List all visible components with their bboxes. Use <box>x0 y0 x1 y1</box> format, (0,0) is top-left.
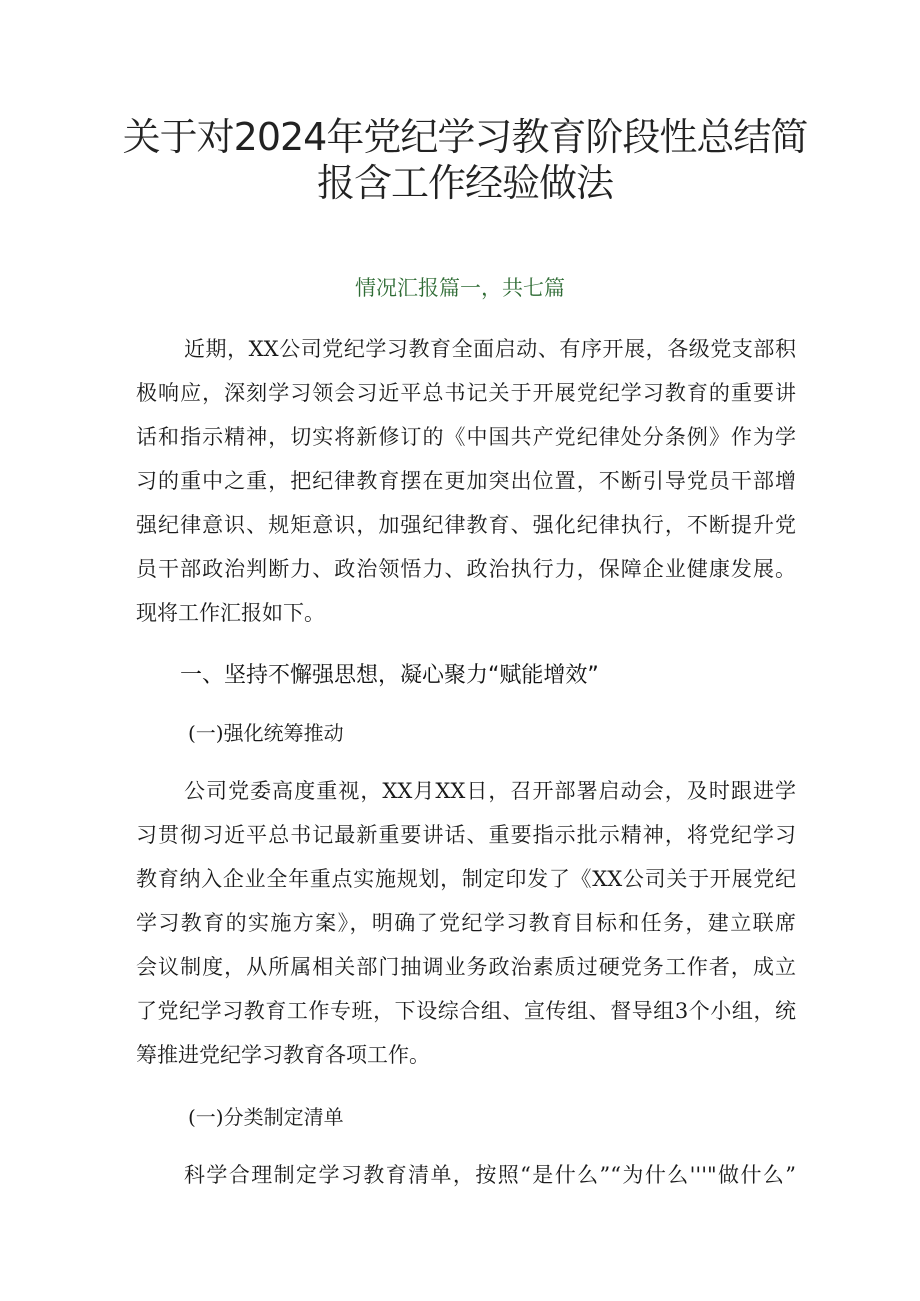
paragraph-line: 习的重中之重，把纪律教育摆在更加突出位置，不断引导党员干部增 <box>136 469 796 493</box>
document-subtitle: 情况汇报篇一，共七篇 <box>355 276 565 300</box>
paragraph-line: 强纪律意识、规矩意识，加强纪律教育、强化纪律执行，不断提升党 <box>136 513 796 537</box>
subsection-heading: (一)强化统筹推动 <box>188 721 344 745</box>
paragraph-line: 公司党委高度重视，XX月XX日，召开部署启动会，及时跟进学 <box>184 779 796 803</box>
paragraph-line: 话和指示精神，切实将新修订的《中国共产党纪律处分条例》作为学 <box>136 425 796 449</box>
paragraph-line: 现将工作汇报如下。 <box>136 601 325 625</box>
paragraph-line: 会议制度，从所属相关部门抽调业务政治素质过硬党务工作者，成立 <box>136 955 796 979</box>
subsection-heading: (一)分类制定清单 <box>188 1105 344 1129</box>
paragraph-line: 学习教育的实施方案》，明确了党纪学习教育目标和任务，建立联席 <box>136 911 796 935</box>
paragraph-line: 了党纪学习教育工作专班，下设综合组、宣传组、督导组3个小组，统 <box>136 999 796 1023</box>
paragraph-line: 筹推进党纪学习教育各项工作。 <box>136 1043 430 1067</box>
paragraph-line: 科学合理制定学习教育清单，按照“是什么”“为什么'''"做什么” <box>184 1163 796 1187</box>
document-title-line-2: 报含工作经验做法 <box>316 161 613 205</box>
section-heading: 一、坚持不懈强思想，凝心聚力“赋能增效” <box>180 663 599 688</box>
paragraph-line: 习贯彻习近平总书记最新重要讲话、重要指示批示精神，将党纪学习 <box>136 823 796 847</box>
paragraph-line: 员干部政治判断力、政治领悟力、政治执行力，保障企业健康发展。 <box>136 557 796 581</box>
paragraph-line: 近期，XX公司党纪学习教育全面启动、有序开展，各级党支部积 <box>184 337 796 361</box>
paragraph-line: 教育纳入企业全年重点实施规划，制定印发了《XX公司关于开展党纪 <box>136 867 796 891</box>
paragraph-line: 极响应，深刻学习领会习近平总书记关于开展党纪学习教育的重要讲 <box>136 381 796 405</box>
document-title-line-1: 关于对2024年党纪学习教育阶段性总结简 <box>122 115 808 159</box>
